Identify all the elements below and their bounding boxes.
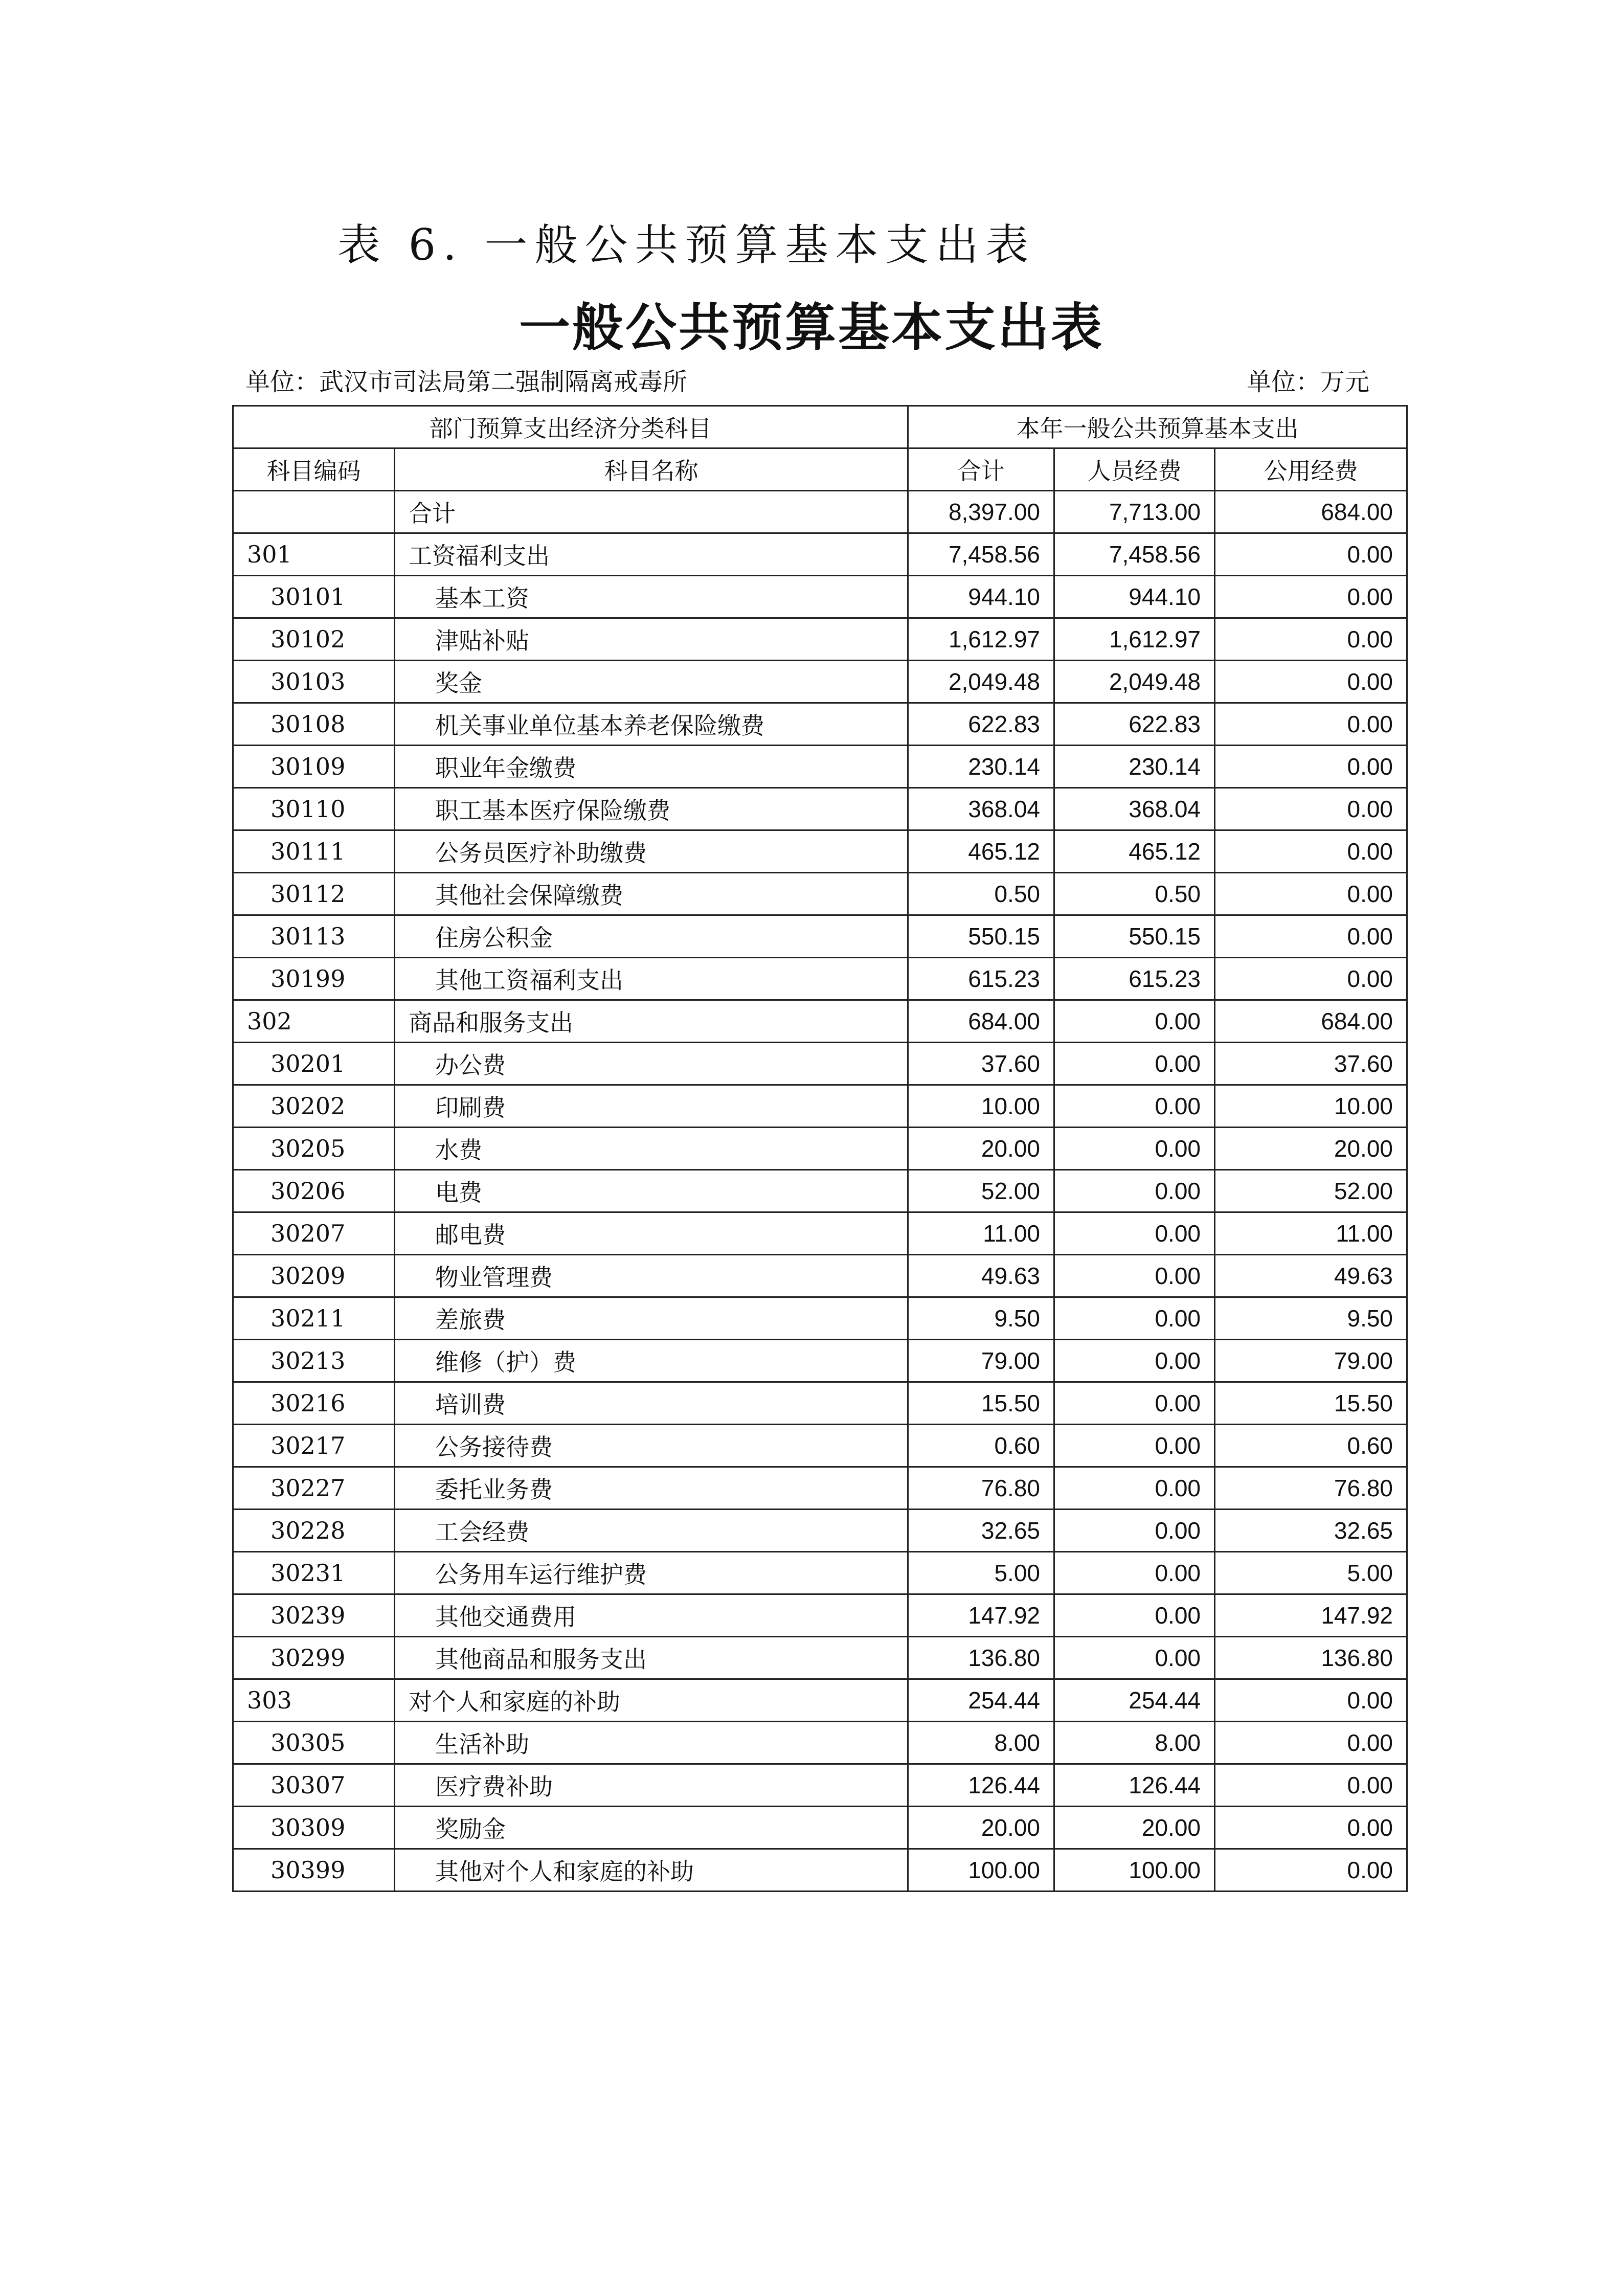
total-cell: 368.04 bbox=[908, 788, 1054, 830]
personnel-cell: 1,612.97 bbox=[1054, 618, 1215, 661]
table-row bbox=[233, 1425, 1407, 1467]
code-cell: 30399 bbox=[233, 1849, 395, 1892]
name-cell: 住房公积金 bbox=[395, 915, 908, 958]
total-cell: 20.00 bbox=[908, 1128, 1054, 1170]
table-row bbox=[233, 1679, 1407, 1722]
table-row bbox=[233, 1170, 1407, 1212]
personnel-cell: 0.00 bbox=[1054, 1594, 1215, 1637]
code-cell: 30228 bbox=[233, 1510, 395, 1552]
personnel-cell: 0.00 bbox=[1054, 1382, 1215, 1425]
personnel-cell: 8.00 bbox=[1054, 1722, 1215, 1764]
total-cell: 100.00 bbox=[908, 1849, 1054, 1892]
total-cell: 8,397.00 bbox=[908, 491, 1054, 533]
personnel-cell: 126.44 bbox=[1054, 1764, 1215, 1807]
public-cell: 5.00 bbox=[1215, 1552, 1407, 1594]
table-row bbox=[233, 1467, 1407, 1510]
total-cell: 0.60 bbox=[908, 1425, 1054, 1467]
code-cell: 30239 bbox=[233, 1594, 395, 1637]
total-cell: 10.00 bbox=[908, 1085, 1054, 1128]
public-cell: 0.00 bbox=[1215, 873, 1407, 915]
public-cell: 0.00 bbox=[1215, 1807, 1407, 1849]
public-cell: 0.00 bbox=[1215, 1679, 1407, 1722]
code-cell: 30108 bbox=[233, 703, 395, 746]
table-row bbox=[233, 1043, 1407, 1085]
public-cell: 0.00 bbox=[1215, 915, 1407, 958]
table-row bbox=[233, 746, 1407, 788]
public-cell: 0.00 bbox=[1215, 830, 1407, 873]
document-label: 表 6. 一般公共预算基本支出表 bbox=[337, 220, 1036, 270]
code-cell: 30113 bbox=[233, 915, 395, 958]
public-cell: 0.00 bbox=[1215, 661, 1407, 703]
name-cell: 医疗费补助 bbox=[395, 1764, 908, 1807]
name-cell: 生活补助 bbox=[395, 1722, 908, 1764]
table-row bbox=[233, 1510, 1407, 1552]
name-cell: 奖金 bbox=[395, 661, 908, 703]
personnel-cell: 230.14 bbox=[1054, 746, 1215, 788]
name-cell: 职业年金缴费 bbox=[395, 746, 908, 788]
group-header-economic-classification: 部门预算支出经济分类科目 bbox=[233, 406, 908, 448]
public-cell: 0.00 bbox=[1215, 958, 1407, 1000]
personnel-cell: 0.00 bbox=[1054, 1425, 1215, 1467]
code-cell: 302 bbox=[233, 1000, 395, 1043]
name-cell: 培训费 bbox=[395, 1382, 908, 1425]
table-row bbox=[233, 788, 1407, 830]
personnel-cell: 615.23 bbox=[1054, 958, 1215, 1000]
name-cell: 商品和服务支出 bbox=[395, 1000, 908, 1043]
total-cell: 615.23 bbox=[908, 958, 1054, 1000]
name-cell: 公务员医疗补助缴费 bbox=[395, 830, 908, 873]
personnel-cell: 20.00 bbox=[1054, 1807, 1215, 1849]
column-header-total: 合计 bbox=[908, 448, 1054, 491]
public-cell: 0.00 bbox=[1215, 746, 1407, 788]
personnel-cell: 0.00 bbox=[1054, 1637, 1215, 1679]
name-cell: 邮电费 bbox=[395, 1212, 908, 1255]
total-cell: 550.15 bbox=[908, 915, 1054, 958]
table-row bbox=[233, 1807, 1407, 1849]
table-row bbox=[233, 1340, 1407, 1382]
code-cell: 30305 bbox=[233, 1722, 395, 1764]
column-header-personnel: 人员经费 bbox=[1054, 448, 1215, 491]
name-cell: 物业管理费 bbox=[395, 1255, 908, 1297]
code-cell: 30103 bbox=[233, 661, 395, 703]
name-cell: 其他对个人和家庭的补助 bbox=[395, 1849, 908, 1892]
table-row bbox=[233, 1594, 1407, 1637]
code-cell: 301 bbox=[233, 533, 395, 576]
name-cell: 对个人和家庭的补助 bbox=[395, 1679, 908, 1722]
code-cell: 30217 bbox=[233, 1425, 395, 1467]
public-cell: 0.00 bbox=[1215, 533, 1407, 576]
public-cell: 0.00 bbox=[1215, 618, 1407, 661]
code-cell: 30110 bbox=[233, 788, 395, 830]
name-cell: 工会经费 bbox=[395, 1510, 908, 1552]
name-cell: 职工基本医疗保险缴费 bbox=[395, 788, 908, 830]
personnel-cell: 0.00 bbox=[1054, 1000, 1215, 1043]
total-cell: 8.00 bbox=[908, 1722, 1054, 1764]
personnel-cell: 7,713.00 bbox=[1054, 491, 1215, 533]
code-cell: 30307 bbox=[233, 1764, 395, 1807]
code-cell: 30213 bbox=[233, 1340, 395, 1382]
code-cell: 30201 bbox=[233, 1043, 395, 1085]
personnel-cell: 7,458.56 bbox=[1054, 533, 1215, 576]
column-header-public: 公用经费 bbox=[1215, 448, 1407, 491]
public-cell: 76.80 bbox=[1215, 1467, 1407, 1510]
code-cell: 303 bbox=[233, 1679, 395, 1722]
table-row bbox=[233, 1128, 1407, 1170]
table-row bbox=[233, 1849, 1407, 1892]
code-cell: 30209 bbox=[233, 1255, 395, 1297]
total-cell: 684.00 bbox=[908, 1000, 1054, 1043]
public-cell: 49.63 bbox=[1215, 1255, 1407, 1297]
total-cell: 9.50 bbox=[908, 1297, 1054, 1340]
total-cell: 79.00 bbox=[908, 1340, 1054, 1382]
personnel-cell: 622.83 bbox=[1054, 703, 1215, 746]
personnel-cell: 465.12 bbox=[1054, 830, 1215, 873]
name-cell: 其他交通费用 bbox=[395, 1594, 908, 1637]
public-cell: 79.00 bbox=[1215, 1340, 1407, 1382]
public-cell: 0.00 bbox=[1215, 1849, 1407, 1892]
public-cell: 32.65 bbox=[1215, 1510, 1407, 1552]
public-cell: 684.00 bbox=[1215, 491, 1407, 533]
name-cell: 合计 bbox=[395, 491, 908, 533]
table-row bbox=[233, 491, 1407, 533]
table-group-header-row bbox=[233, 406, 1407, 448]
table-row bbox=[233, 661, 1407, 703]
public-cell: 37.60 bbox=[1215, 1043, 1407, 1085]
table-row bbox=[233, 1552, 1407, 1594]
personnel-cell: 0.00 bbox=[1054, 1467, 1215, 1510]
name-cell: 工资福利支出 bbox=[395, 533, 908, 576]
page-title: 一般公共预算基本支出表 bbox=[519, 298, 1104, 357]
total-cell: 1,612.97 bbox=[908, 618, 1054, 661]
total-cell: 622.83 bbox=[908, 703, 1054, 746]
table-column-header-row bbox=[233, 448, 1407, 491]
code-cell: 30206 bbox=[233, 1170, 395, 1212]
total-cell: 11.00 bbox=[908, 1212, 1054, 1255]
name-cell: 其他工资福利支出 bbox=[395, 958, 908, 1000]
total-cell: 230.14 bbox=[908, 746, 1054, 788]
table-row bbox=[233, 1000, 1407, 1043]
code-cell: 30101 bbox=[233, 576, 395, 618]
personnel-cell: 0.00 bbox=[1054, 1212, 1215, 1255]
total-cell: 0.50 bbox=[908, 873, 1054, 915]
code-cell bbox=[233, 491, 395, 533]
code-cell: 30216 bbox=[233, 1382, 395, 1425]
column-header-code: 科目编码 bbox=[233, 448, 395, 491]
public-cell: 0.00 bbox=[1215, 576, 1407, 618]
table-row bbox=[233, 1212, 1407, 1255]
public-cell: 10.00 bbox=[1215, 1085, 1407, 1128]
total-cell: 5.00 bbox=[908, 1552, 1054, 1594]
name-cell: 印刷费 bbox=[395, 1085, 908, 1128]
total-cell: 15.50 bbox=[908, 1382, 1054, 1425]
public-cell: 9.50 bbox=[1215, 1297, 1407, 1340]
code-cell: 30207 bbox=[233, 1212, 395, 1255]
code-cell: 30109 bbox=[233, 746, 395, 788]
personnel-cell: 100.00 bbox=[1054, 1849, 1215, 1892]
name-cell: 差旅费 bbox=[395, 1297, 908, 1340]
code-cell: 30102 bbox=[233, 618, 395, 661]
public-cell: 0.00 bbox=[1215, 1764, 1407, 1807]
total-cell: 49.63 bbox=[908, 1255, 1054, 1297]
public-cell: 147.92 bbox=[1215, 1594, 1407, 1637]
table-row bbox=[233, 1722, 1407, 1764]
total-cell: 20.00 bbox=[908, 1807, 1054, 1849]
public-cell: 20.00 bbox=[1215, 1128, 1407, 1170]
code-cell: 30112 bbox=[233, 873, 395, 915]
table-row bbox=[233, 533, 1407, 576]
personnel-cell: 0.50 bbox=[1054, 873, 1215, 915]
personnel-cell: 0.00 bbox=[1054, 1170, 1215, 1212]
code-cell: 30202 bbox=[233, 1085, 395, 1128]
total-cell: 52.00 bbox=[908, 1170, 1054, 1212]
public-cell: 136.80 bbox=[1215, 1637, 1407, 1679]
table-row bbox=[233, 1297, 1407, 1340]
name-cell: 机关事业单位基本养老保险缴费 bbox=[395, 703, 908, 746]
name-cell: 电费 bbox=[395, 1170, 908, 1212]
table-row bbox=[233, 1764, 1407, 1807]
personnel-cell: 254.44 bbox=[1054, 1679, 1215, 1722]
name-cell: 水费 bbox=[395, 1128, 908, 1170]
name-cell: 基本工资 bbox=[395, 576, 908, 618]
public-cell: 684.00 bbox=[1215, 1000, 1407, 1043]
name-cell: 维修（护）费 bbox=[395, 1340, 908, 1382]
name-cell: 公务接待费 bbox=[395, 1425, 908, 1467]
public-cell: 0.00 bbox=[1215, 703, 1407, 746]
code-cell: 30231 bbox=[233, 1552, 395, 1594]
total-cell: 32.65 bbox=[908, 1510, 1054, 1552]
total-cell: 944.10 bbox=[908, 576, 1054, 618]
public-cell: 52.00 bbox=[1215, 1170, 1407, 1212]
unit-organization: 单位：武汉市司法局第二强制隔离戒毒所 bbox=[245, 368, 688, 396]
total-cell: 76.80 bbox=[908, 1467, 1054, 1510]
personnel-cell: 0.00 bbox=[1054, 1255, 1215, 1297]
table-row bbox=[233, 703, 1407, 746]
code-cell: 30309 bbox=[233, 1807, 395, 1849]
total-cell: 147.92 bbox=[908, 1594, 1054, 1637]
personnel-cell: 0.00 bbox=[1054, 1128, 1215, 1170]
column-header-name: 科目名称 bbox=[395, 448, 908, 491]
table-row bbox=[233, 1382, 1407, 1425]
table-row bbox=[233, 618, 1407, 661]
table-row bbox=[233, 1637, 1407, 1679]
public-cell: 0.00 bbox=[1215, 788, 1407, 830]
name-cell: 津贴补贴 bbox=[395, 618, 908, 661]
total-cell: 136.80 bbox=[908, 1637, 1054, 1679]
total-cell: 126.44 bbox=[908, 1764, 1054, 1807]
code-cell: 30211 bbox=[233, 1297, 395, 1340]
table-row bbox=[233, 1255, 1407, 1297]
personnel-cell: 0.00 bbox=[1054, 1552, 1215, 1594]
public-cell: 11.00 bbox=[1215, 1212, 1407, 1255]
name-cell: 办公费 bbox=[395, 1043, 908, 1085]
table-row bbox=[233, 873, 1407, 915]
total-cell: 37.60 bbox=[908, 1043, 1054, 1085]
total-cell: 2,049.48 bbox=[908, 661, 1054, 703]
personnel-cell: 0.00 bbox=[1054, 1297, 1215, 1340]
personnel-cell: 0.00 bbox=[1054, 1043, 1215, 1085]
name-cell: 其他商品和服务支出 bbox=[395, 1637, 908, 1679]
total-cell: 7,458.56 bbox=[908, 533, 1054, 576]
code-cell: 30205 bbox=[233, 1128, 395, 1170]
public-cell: 0.00 bbox=[1215, 1722, 1407, 1764]
name-cell: 委托业务费 bbox=[395, 1467, 908, 1510]
total-cell: 254.44 bbox=[908, 1679, 1054, 1722]
table-row bbox=[233, 830, 1407, 873]
personnel-cell: 0.00 bbox=[1054, 1340, 1215, 1382]
total-cell: 465.12 bbox=[908, 830, 1054, 873]
name-cell: 公务用车运行维护费 bbox=[395, 1552, 908, 1594]
code-cell: 30227 bbox=[233, 1467, 395, 1510]
personnel-cell: 368.04 bbox=[1054, 788, 1215, 830]
personnel-cell: 944.10 bbox=[1054, 576, 1215, 618]
table-row bbox=[233, 576, 1407, 618]
personnel-cell: 550.15 bbox=[1054, 915, 1215, 958]
code-cell: 30111 bbox=[233, 830, 395, 873]
budget-table bbox=[232, 405, 1408, 1892]
personnel-cell: 0.00 bbox=[1054, 1085, 1215, 1128]
table-row bbox=[233, 1085, 1407, 1128]
personnel-cell: 2,049.48 bbox=[1054, 661, 1215, 703]
group-header-basic-expenditure: 本年一般公共预算基本支出 bbox=[908, 406, 1407, 448]
name-cell: 其他社会保障缴费 bbox=[395, 873, 908, 915]
table-row bbox=[233, 958, 1407, 1000]
code-cell: 30299 bbox=[233, 1637, 395, 1679]
name-cell: 奖励金 bbox=[395, 1807, 908, 1849]
table-row bbox=[233, 915, 1407, 958]
unit-currency: 单位：万元 bbox=[1247, 368, 1370, 396]
personnel-cell: 0.00 bbox=[1054, 1510, 1215, 1552]
code-cell: 30199 bbox=[233, 958, 395, 1000]
public-cell: 0.60 bbox=[1215, 1425, 1407, 1467]
public-cell: 15.50 bbox=[1215, 1382, 1407, 1425]
